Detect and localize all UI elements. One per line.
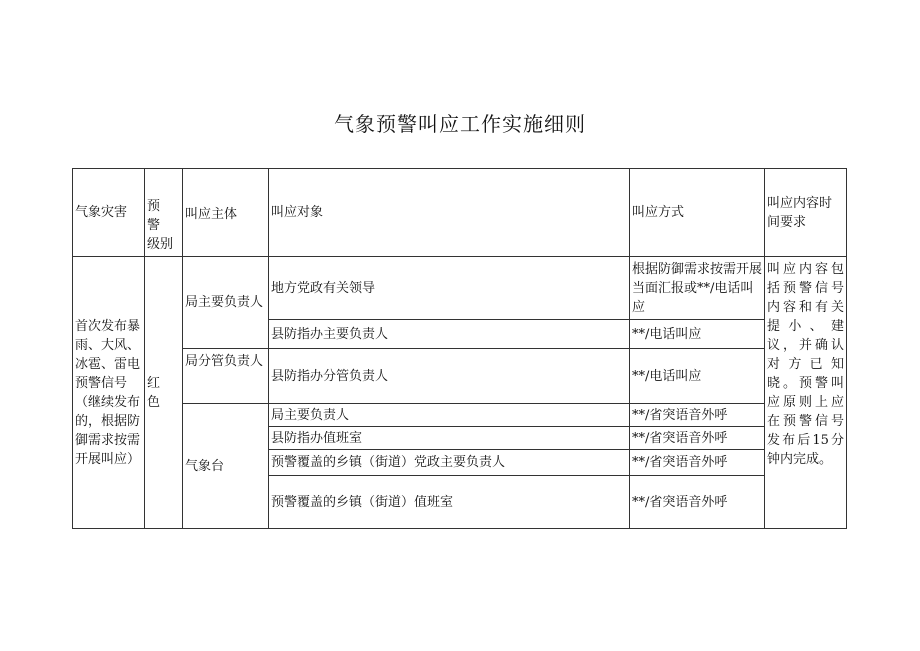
subject-cell: 气象台 xyxy=(183,404,269,529)
target-cell: 预警覆盖的乡镇（街道）党政主要负责人 xyxy=(269,450,630,476)
table-row xyxy=(73,404,847,427)
target-cell: 县防指办值班室 xyxy=(269,427,630,450)
method-cell: **/省突语音外呼 xyxy=(630,404,765,427)
method-cell: **/省突语音外呼 xyxy=(630,450,765,476)
header-requirement: 叫应内容时间要求 xyxy=(765,169,847,257)
method-cell: 根据防御需求按需开展当面汇报或**/电话叫应 xyxy=(630,257,765,320)
response-table xyxy=(72,168,847,529)
table-row xyxy=(73,349,847,404)
method-cell: **/省突语音外呼 xyxy=(630,427,765,450)
target-cell: 地方党政有关领导 xyxy=(269,257,630,320)
target-cell: 预警覆盖的乡镇（街道）值班室 xyxy=(269,476,630,529)
header-row xyxy=(73,169,847,257)
requirement-cell: 叫应内容包括预警信号内容和有关提小、建议，并确认对方已知晓。预警叫应原则上应在预警信号发布后15分钟内完成。 xyxy=(765,257,847,529)
table-row xyxy=(73,257,847,320)
subject-cell: 局主要负责人 xyxy=(183,257,269,349)
header-level xyxy=(145,169,183,257)
header-method: 叫应方式 xyxy=(630,169,765,257)
document-title: 气象预警叫应工作实施细则 xyxy=(334,112,586,136)
header-hazard: 气象灾害 xyxy=(73,169,145,257)
method-cell: **/省突语音外呼 xyxy=(630,476,765,529)
header-target: 叫应对象 xyxy=(269,169,630,257)
target-cell: 局主要负责人 xyxy=(269,404,630,427)
method-cell: **/电话叫应 xyxy=(630,320,765,349)
level-cell: 红色 xyxy=(145,257,183,529)
hazard-cell: 首次发布暴雨、大风、冰雹、雷电预警信号（继续发布的，根据防御需求按需开展叫应） xyxy=(73,257,145,529)
header-level-line1: 预警 xyxy=(147,199,169,233)
header-subject: 叫应主体 xyxy=(183,169,269,257)
method-cell: **/电话叫应 xyxy=(630,349,765,404)
target-cell: 县防指办分管负责人 xyxy=(269,349,630,404)
subject-cell: 局分管负责人 xyxy=(183,349,269,404)
target-cell: 县防指办主要负责人 xyxy=(269,320,630,349)
header-level-line2: 级别 xyxy=(147,237,174,252)
